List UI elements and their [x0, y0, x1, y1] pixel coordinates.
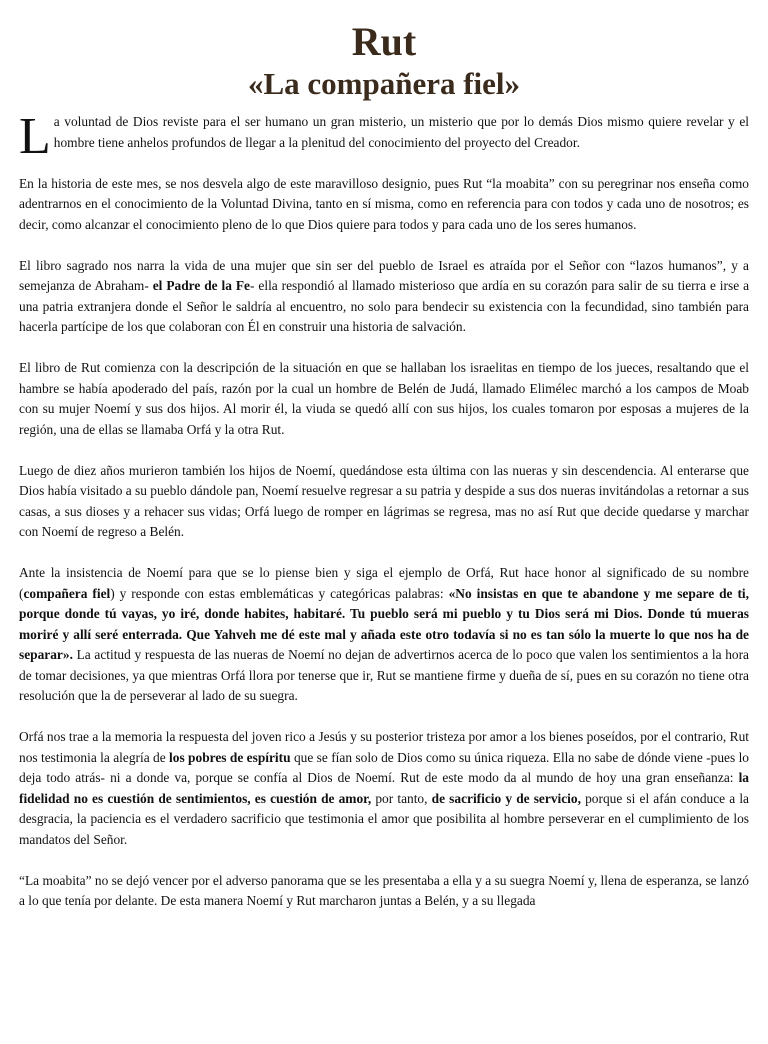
paragraph-6-text-c: ) y responde con estas emblemáticas y categóricas palabras: — [110, 585, 449, 601]
paragraph-4: El libro de Rut comienza con la descripción de la situación en que se hallaban los israelitas en tiempo de los jueces, resaltando que el hambre se había apoderado del país, razón por la cual un hombre de Belén de Judá, llamado Elimélec marchó a los campos de Moab con su mujer Noemí y sus dos hijos. Al morir él, la viuda se quedó allí con sus hijos, los cuales tomaron por esposas a mujeres de la región, una de ellas se llamaba Orfá y la otra Rut. — [19, 360, 749, 437]
ruth-quote: «No insistas en que te abandone y me separe de ti, porque donde tú vayas, yo iré, donde habites, habitaré. Tu pueblo será mi pueblo y tu Dios será mi Dios. Donde tú mueras moriré y allí seré enterrada. Que Yahveh me dé este mal y añada este otro todavía si no es tan sólo la muerte lo que nos ha de separar». — [19, 585, 749, 662]
paragraph-6-bold-b: compañera fiel — [23, 585, 111, 601]
paragraph-7-bold-d: la fidelidad no es cuestión de sentimientos, es cuestión de amor, — [19, 770, 749, 806]
page-title: Rut — [351, 19, 417, 64]
paragraph-7-text-g: porque si el afán conduce a la desgracia, la paciencia es el verdadero sacrificio que testimonia el amor que posibilita al hombre perseverar en el cumplimiento de los mandatos del Señor. — [19, 790, 749, 847]
paragraph-7-text-c: que se fían solo de Dios como su única riqueza. Ella no sabe de dónde viene -pues lo deja todo atrás- ni a donde va, porque se confía al Dios de Noemí. Rut de este modo da al mundo de hoy una gran enseñanza: — [19, 749, 749, 785]
paragraph-6 — [19, 563, 749, 707]
paragraph-7-text-a: Orfá nos trae a la memoria la respuesta del joven rico a Jesús y su posterior tristeza por amor a los bienes poseídos, por el contrario, Rut nos testimonia la alegría de — [19, 729, 749, 765]
paragraph-7-text-e: por tanto, — [371, 790, 432, 806]
page-subtitle: «La compañera fiel» — [247, 66, 521, 101]
paragraph-3-text-a: El libro sagrado nos narra la vida de una mujer que sin ser del pueblo de Israel es atraída por el Señor con “lazos humanos”, y a semejanza de Abraham- — [19, 257, 749, 293]
paragraph-7-bold-b: los pobres de espíritu — [169, 749, 291, 765]
paragraph-6-text-a: Ante la insistencia de Noemí para que se lo piense bien y siga el ejemplo de Orfá, Rut hace honor al significado de su nombre ( — [19, 565, 749, 601]
paragraph-1-text: a voluntad de Dios reviste para el ser humano un gran misterio, un misterio que por lo demás Dios mismo quiere revelar y el hombre tiene anhelos profundos de llegar a la plenitud del conocimiento del proyecto del Creador. — [53, 114, 749, 150]
paragraph-6-text-e: La actitud y respuesta de las nueras de Noemí no dejan de advertirnos acerca de lo poco que valen los sentimientos a la hora de tomar decisiones, ya que mientras Orfá llora por tenerse que ir, Rut se mantiene firme y dueña de sí, pues en su corazón no tiene otra resolución que la de perseverar al lado de su suegra. — [19, 647, 749, 703]
paragraph-7-bold-f: de sacrificio y de servicio, — [431, 790, 581, 806]
paragraph-8: “La moabita” no se dejó vencer por el adverso panorama que se les presentaba a ella y a su suegra Noemí y, llena de esperanza, se lanzó a lo que tenía por delante. De esta manera Noemí y Rut marcharon juntas a Belén, y a su llegada — [19, 872, 749, 908]
document-page — [0, 20, 768, 1044]
drop-cap: L — [19, 108, 51, 165]
paragraph-3-bold-a: el Padre de la Fe — [152, 278, 251, 293]
paragraph-5: Luego de diez años murieron también los hijos de Noemí, quedándose esta última con las nueras y sin descendencia. Al enterarse que Dios había visitado a su pueblo dándole pan, Noemí resuelve regresar a su patria y despide a sus dos nueras invitándolas a retornar a sus casas, a sus dioses y a rehacer sus vidas; Orfá luego de romper en lágrimas se regresa, mas no así Rut que decide quedarse y marchar con Noemí de regreso a Belén. — [19, 462, 749, 539]
paragraph-1 — [19, 108, 749, 165]
paragraph-7 — [19, 727, 749, 850]
paragraph-3-text-c: - ella respondió al llamado misterioso que ardía en su corazón para salir de su tierra e irse a una patria extranjera donde el Señor le saldría al encuentro, no solo para bendecir su existencia con la fecundidad, sino también para hacerla partícipe de los que colaboran con Él en construir una historia de salvación. — [19, 278, 750, 334]
paragraph-2: En la historia de este mes, se nos desvela algo de este maravilloso designio, pues Rut “la moabita” con su peregrinar nos enseña como adentrarnos en el conocimiento de la Voluntad Divina, tanto en sí misma, como en referencia para con todos y cada uno de nosotros; es decir, como alcanzar el conocimiento pleno de lo que Dios quiere para todos y para cada uno de los seres humanos. — [19, 175, 749, 232]
paragraph-3 — [19, 256, 749, 338]
